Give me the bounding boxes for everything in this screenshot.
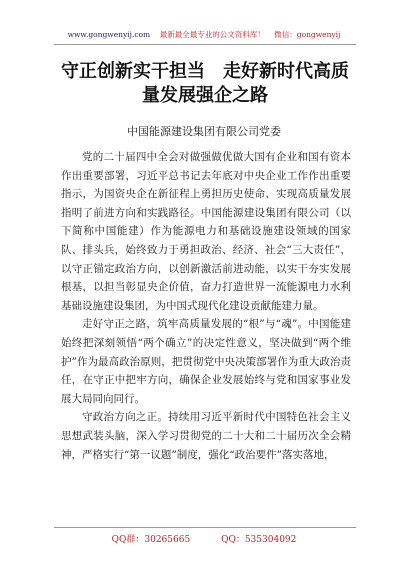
header-wechat: 微信：gongwenyij <box>274 30 341 39</box>
header-separator-2 <box>267 30 272 39</box>
header-site[interactable]: www.gongwenyij.com <box>67 30 151 39</box>
paragraph-2: 走好守正之路，筑牢高质量发展的“根”与“魂”。中国能建始终把深刻领悟“两个确立”的决定性意义，坚决做到“两个维护”作为最高政治原则，把贯彻党中央决策部署作为重大政治责任，在守正中把牢方向，确保企业发展始终与党和国家事业发展大局同向同行。 <box>61 318 351 405</box>
footer-divider <box>54 527 356 528</box>
footer-qq: QQ：535304092 <box>221 535 297 545</box>
document-author: 中国能源建设集团有限公司党委 <box>127 125 281 138</box>
document-title: 守正创新实干担当 走好新时代高质量发展强企之路 <box>61 61 349 106</box>
paragraph-1: 党的二十届四中全会对做强做优做大国有企业和国有资本作出重要部署，习近平总书记去年底对中央企业工作作出重要指示，为国资央企在新征程上勇担历史使命、实现高质量发展指明了前进方向和实践路径。中国能源建设集团有限公司（以下简称中国能建）作为能源电力和基础设施建设领域的国家队、排头兵，始终致力于勇担政治、经济、社会“三大责任”，以守正锚定政治方向，以创新激活前进动能，以实干夯实发展根基，以担当彰显央企价值，奋力打造世界一流能源电力水利基础设施建设集团，为中国式现代化建设贡献能建力量。 <box>61 151 351 312</box>
top-banner <box>0 30 408 40</box>
header-separator <box>153 30 158 39</box>
header-divider <box>54 44 356 45</box>
document-body <box>61 148 351 464</box>
footer <box>0 534 408 546</box>
header-slogan: 最新最全最专业的公文资料库！ <box>159 30 265 39</box>
footer-qq-group: QQ群：30265665 <box>111 535 191 545</box>
paragraph-3: 守政治方向之正。持续用习近平新时代中国特色社会主义思想武装头脑，深入学习贯彻党的二十大和二十届历次全会精神，严格实行“第一议题”制度，强化“政治要件”落实落地， <box>61 411 351 461</box>
